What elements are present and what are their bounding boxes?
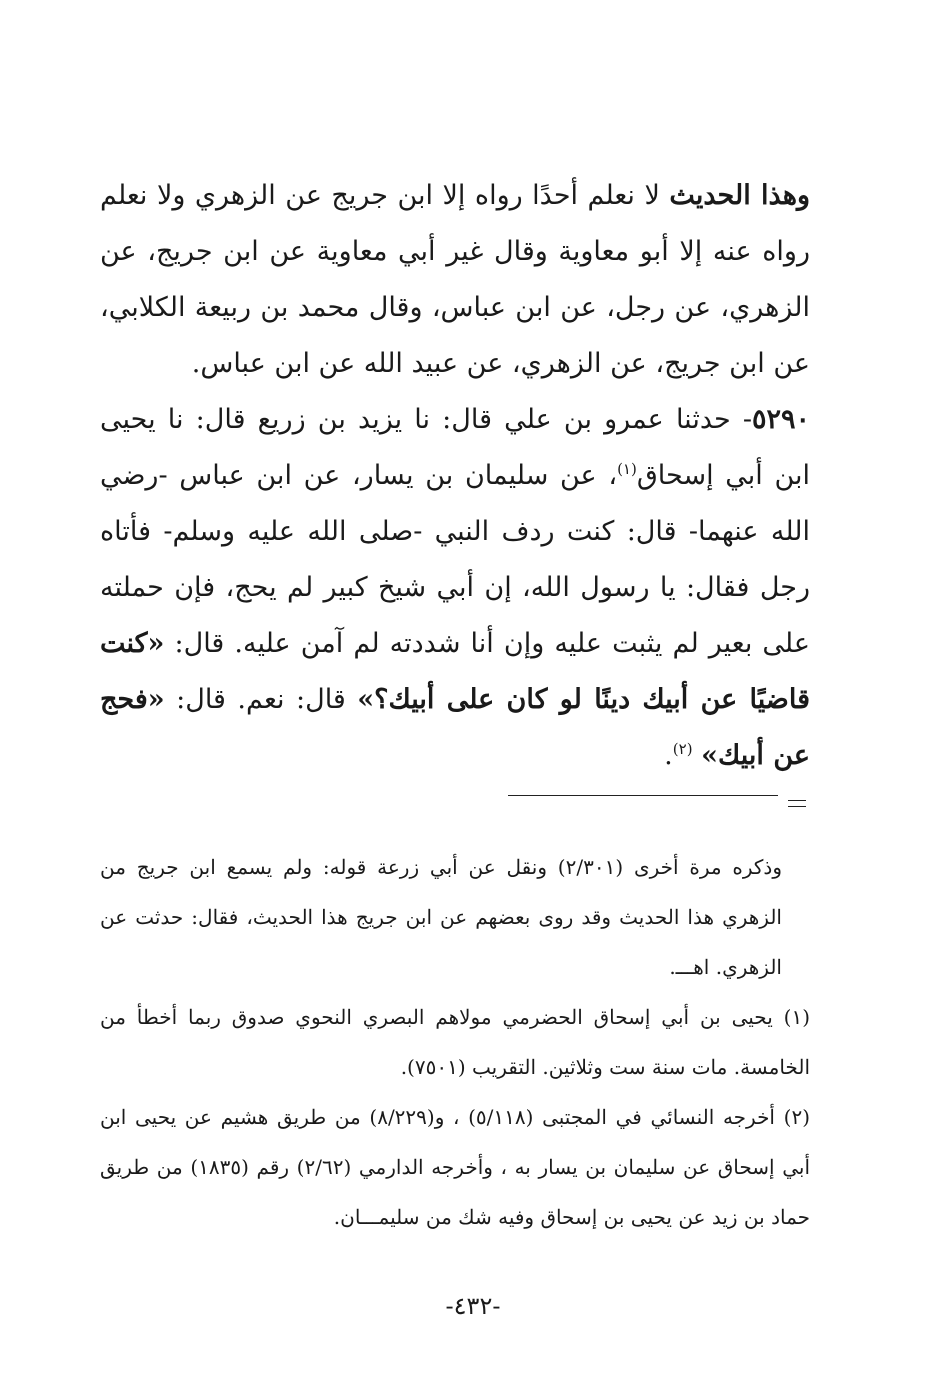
hadith-quote-1: «كنت قاضيًا عن أبيك دينًا لو كان على أبيك؟» (100, 628, 810, 715)
footnote-continuation: وذكره مرة أخرى (٢/٣٠١) ونقل عن أبي زرعة قوله: ولم يسمع ابن جريج من الزهري هذا الحديث وقد روى بعضهم عن ابن جريج هذا الحديث، فقال: حدثت عن الزهري. اهـــ. (100, 855, 782, 979)
commentary-lead: وهذا الحديث (669, 180, 810, 211)
hadith-text-a: - حدثنا عمرو بن علي قال: نا يزيد بن زريع قال: نا يحيى ابن أبي إسحاق (100, 404, 811, 491)
hadith-quote-2: «فحج عن أبيك» (100, 684, 810, 771)
commentary-text: لا نعلم أحدًا رواه إلا ابن جريج عن الزهري ولا نعلم رواه عنه إلا أبو معاوية وقال غير أبي معاوية عن ابن جريج، عن الزهري، عن رجل، عن ابن عباس، وقال محمد بن ربيعة الكلابي، عن ابن جريج، عن الزهري، عن عبيد الله عن ابن عباس. (100, 180, 810, 379)
hadith-end: . (664, 740, 673, 771)
footnotes (100, 842, 810, 1242)
paragraph-hadith (100, 392, 810, 784)
paragraph-commentary (100, 168, 810, 392)
hadith-text-b: ، عن سليمان بن يسار، عن ابن عباس -رضي الله عنهما- قال: كنت ردف النبي -صلى الله عليه وسلم- فأتاه رجل فقال: يا رسول الله، إن أبي شيخ كبير لم يحج، فإن حملته على بعير لم يثبت عليه وإن أنا شددته لم آمن عليه. قال: (100, 460, 810, 659)
footnote-marker-2: (٢) (672, 740, 693, 758)
hadith-number: ٥٢٩٠ (751, 404, 810, 435)
footnote-separator (508, 795, 778, 796)
footnote-marker-1: (١) (617, 460, 637, 478)
footnote-1: (١) يحيى بن أبي إسحاق الحضرمي مولاهم البصري النحوي صدوق ربما أخطأ من الخامسة. مات سنة ست وثلاثين. التقريب (٧٥٠١). (100, 1005, 810, 1079)
footnote-2: (٢) أخرجه النسائي في المجتبى (٥/١١٨) ، و(٨/٢٢٩) من طريق هشيم عن يحيى ابن أبي إسحاق عن سليمان بن يسار به ، وأخرجه الدارمي (٢/٦٢) رقم (١٨٣٥) من طريق حماد بن زيد عن يحيى بن إسحاق وفيه شك من سليمـــان. (100, 1105, 811, 1229)
main-text (100, 168, 810, 784)
hadith-text-c: قال: نعم. قال: (176, 684, 346, 715)
continuation-mark (788, 800, 806, 812)
page-number: -٤٣٢- (445, 1292, 501, 1320)
